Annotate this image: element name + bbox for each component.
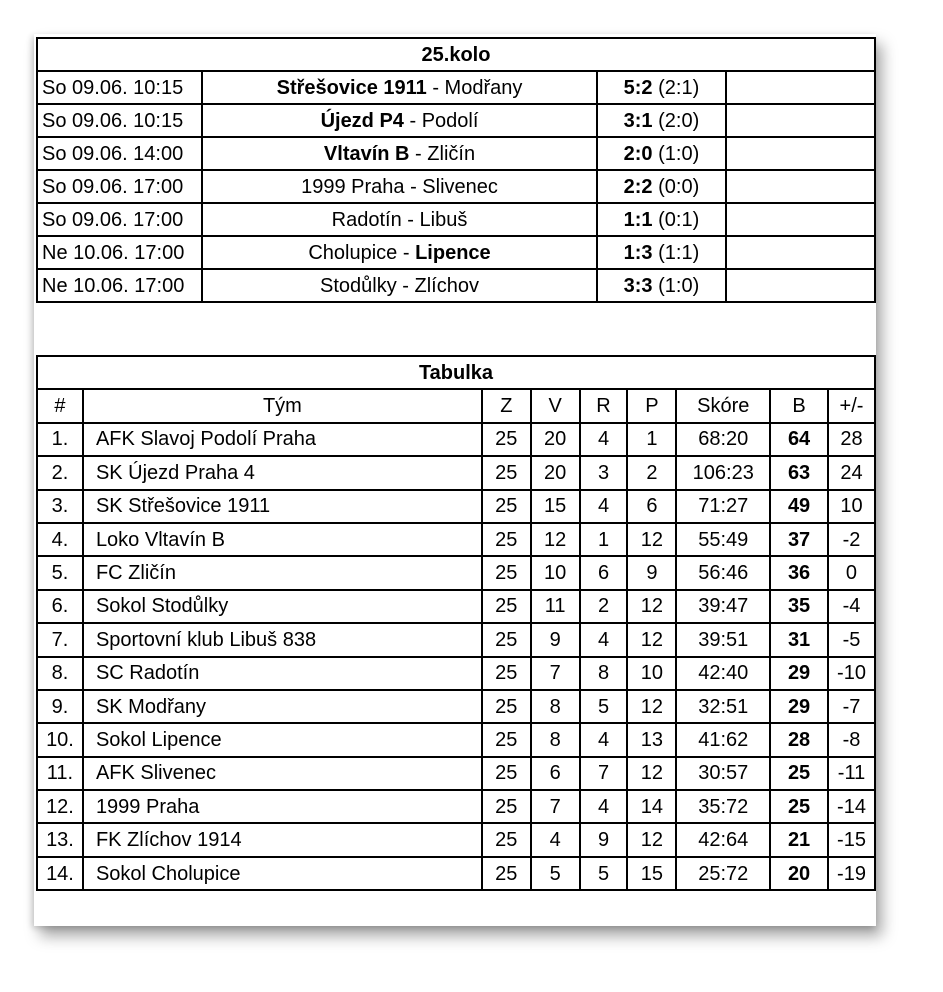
draws: 4 bbox=[580, 790, 628, 823]
goal-difference: -2 bbox=[828, 523, 875, 556]
rank: 10. bbox=[37, 723, 83, 756]
losses: 10 bbox=[627, 657, 676, 690]
away-team: Libuš bbox=[419, 208, 468, 231]
goal-score: 42:64 bbox=[676, 823, 770, 856]
goal-score: 106:23 bbox=[676, 456, 770, 489]
rank: 13. bbox=[37, 823, 83, 856]
table-row bbox=[37, 690, 875, 723]
rank: 1. bbox=[37, 423, 83, 456]
table-row bbox=[37, 556, 875, 589]
losses: 14 bbox=[627, 790, 676, 823]
table-row bbox=[37, 857, 875, 890]
match-score-cell bbox=[597, 203, 726, 236]
match-extra-cell bbox=[726, 137, 875, 170]
points: 37 bbox=[770, 523, 828, 556]
points: 29 bbox=[770, 690, 828, 723]
match-score-cell bbox=[597, 170, 726, 203]
played: 25 bbox=[482, 590, 531, 623]
halftime-score: (0:1) bbox=[658, 208, 700, 231]
played: 25 bbox=[482, 456, 531, 489]
rank: 6. bbox=[37, 590, 83, 623]
team-name: SK Střešovice 1911 bbox=[83, 490, 482, 523]
losses: 12 bbox=[627, 690, 676, 723]
goal-difference: 24 bbox=[828, 456, 875, 489]
table-row bbox=[37, 423, 875, 456]
played: 25 bbox=[482, 790, 531, 823]
wins: 7 bbox=[531, 790, 580, 823]
table-row bbox=[37, 790, 875, 823]
table-row bbox=[37, 490, 875, 523]
round-title-row bbox=[37, 38, 875, 71]
goal-score: 25:72 bbox=[676, 857, 770, 890]
match-row bbox=[37, 137, 875, 170]
match-date: So 09.06. 17:00 bbox=[37, 203, 202, 236]
points: 28 bbox=[770, 723, 828, 756]
wins: 6 bbox=[531, 757, 580, 790]
match-score-cell bbox=[597, 71, 726, 104]
played: 25 bbox=[482, 690, 531, 723]
rank: 4. bbox=[37, 523, 83, 556]
draws: 4 bbox=[580, 623, 628, 656]
points: 29 bbox=[770, 657, 828, 690]
away-team: Modřany bbox=[444, 76, 523, 99]
home-team: 1999 Praha bbox=[301, 175, 405, 198]
match-teams bbox=[202, 71, 597, 104]
home-team: Vltavín B bbox=[323, 142, 410, 165]
losses: 9 bbox=[627, 556, 676, 589]
draws: 4 bbox=[580, 423, 628, 456]
goal-difference: -19 bbox=[828, 857, 875, 890]
team-separator: - bbox=[401, 208, 420, 231]
draws: 5 bbox=[580, 690, 628, 723]
rank: 7. bbox=[37, 623, 83, 656]
played: 25 bbox=[482, 723, 531, 756]
team-name: SK Modřany bbox=[83, 690, 482, 723]
team-separator: - bbox=[409, 142, 428, 165]
team-separator: - bbox=[396, 274, 415, 297]
draws: 3 bbox=[580, 456, 628, 489]
match-row bbox=[37, 104, 875, 137]
column-header: # bbox=[37, 389, 83, 422]
match-row bbox=[37, 170, 875, 203]
round-results-table bbox=[36, 37, 876, 303]
table-row bbox=[37, 723, 875, 756]
rank: 2. bbox=[37, 456, 83, 489]
match-row bbox=[37, 71, 875, 104]
wins: 5 bbox=[531, 857, 580, 890]
rank: 14. bbox=[37, 857, 83, 890]
final-score: 1:3 bbox=[623, 241, 653, 264]
home-team: Cholupice bbox=[308, 241, 398, 264]
match-extra-cell bbox=[726, 236, 875, 269]
match-extra-cell bbox=[726, 104, 875, 137]
team-name: FC Zličín bbox=[83, 556, 482, 589]
wins: 7 bbox=[531, 657, 580, 690]
losses: 12 bbox=[627, 623, 676, 656]
draws: 4 bbox=[580, 723, 628, 756]
match-date: So 09.06. 10:15 bbox=[37, 104, 202, 137]
points: 64 bbox=[770, 423, 828, 456]
rank: 5. bbox=[37, 556, 83, 589]
table-row bbox=[37, 823, 875, 856]
home-team: Stodůlky bbox=[320, 274, 397, 297]
match-score-cell bbox=[597, 236, 726, 269]
draws: 4 bbox=[580, 490, 628, 523]
wins: 20 bbox=[531, 423, 580, 456]
match-extra-cell bbox=[726, 170, 875, 203]
column-header: Z bbox=[482, 389, 531, 422]
losses: 2 bbox=[627, 456, 676, 489]
played: 25 bbox=[482, 490, 531, 523]
goal-score: 42:40 bbox=[676, 657, 770, 690]
draws: 5 bbox=[580, 857, 628, 890]
goal-difference: -5 bbox=[828, 623, 875, 656]
column-header: P bbox=[627, 389, 676, 422]
team-name: Sokol Stodůlky bbox=[83, 590, 482, 623]
played: 25 bbox=[482, 657, 531, 690]
rank: 11. bbox=[37, 757, 83, 790]
home-team: Střešovice 1911 bbox=[276, 76, 427, 99]
match-extra-cell bbox=[726, 71, 875, 104]
halftime-score: (1:0) bbox=[658, 142, 700, 165]
column-header: +/- bbox=[828, 389, 875, 422]
team-name: 1999 Praha bbox=[83, 790, 482, 823]
match-date: So 09.06. 17:00 bbox=[37, 170, 202, 203]
table-row bbox=[37, 757, 875, 790]
draws: 8 bbox=[580, 657, 628, 690]
wins: 12 bbox=[531, 523, 580, 556]
halftime-score: (2:0) bbox=[658, 109, 700, 132]
match-date: So 09.06. 10:15 bbox=[37, 71, 202, 104]
match-row bbox=[37, 203, 875, 236]
away-team: Slivenec bbox=[422, 175, 498, 198]
table-row bbox=[37, 456, 875, 489]
final-score: 2:0 bbox=[623, 142, 653, 165]
halftime-score: (0:0) bbox=[658, 175, 700, 198]
away-team: Lipence bbox=[415, 241, 491, 264]
away-team: Zličín bbox=[427, 142, 476, 165]
final-score: 5:2 bbox=[623, 76, 653, 99]
standings-table bbox=[36, 355, 876, 891]
match-score-cell bbox=[597, 269, 726, 302]
wins: 4 bbox=[531, 823, 580, 856]
wins: 8 bbox=[531, 723, 580, 756]
points: 25 bbox=[770, 757, 828, 790]
match-date: So 09.06. 14:00 bbox=[37, 137, 202, 170]
draws: 6 bbox=[580, 556, 628, 589]
points: 35 bbox=[770, 590, 828, 623]
goal-score: 55:49 bbox=[676, 523, 770, 556]
draws: 2 bbox=[580, 590, 628, 623]
home-team: Radotín bbox=[331, 208, 402, 231]
away-team: Podolí bbox=[421, 109, 479, 132]
points: 63 bbox=[770, 456, 828, 489]
losses: 13 bbox=[627, 723, 676, 756]
halftime-score: (2:1) bbox=[658, 76, 700, 99]
points: 20 bbox=[770, 857, 828, 890]
match-score-cell bbox=[597, 104, 726, 137]
losses: 12 bbox=[627, 523, 676, 556]
played: 25 bbox=[482, 523, 531, 556]
goal-score: 56:46 bbox=[676, 556, 770, 589]
losses: 1 bbox=[627, 423, 676, 456]
wins: 11 bbox=[531, 590, 580, 623]
team-name: FK Zlíchov 1914 bbox=[83, 823, 482, 856]
goal-score: 39:47 bbox=[676, 590, 770, 623]
standings-title-row bbox=[37, 356, 875, 389]
goal-difference: -10 bbox=[828, 657, 875, 690]
played: 25 bbox=[482, 823, 531, 856]
goal-difference: 10 bbox=[828, 490, 875, 523]
team-separator: - bbox=[426, 76, 445, 99]
draws: 1 bbox=[580, 523, 628, 556]
column-header: Tým bbox=[83, 389, 482, 422]
wins: 20 bbox=[531, 456, 580, 489]
final-score: 3:3 bbox=[623, 274, 653, 297]
losses: 12 bbox=[627, 823, 676, 856]
match-row bbox=[37, 269, 875, 302]
rank: 9. bbox=[37, 690, 83, 723]
goal-score: 68:20 bbox=[676, 423, 770, 456]
wins: 15 bbox=[531, 490, 580, 523]
table-row bbox=[37, 523, 875, 556]
goal-score: 35:72 bbox=[676, 790, 770, 823]
goal-difference: 28 bbox=[828, 423, 875, 456]
points: 49 bbox=[770, 490, 828, 523]
goal-score: 30:57 bbox=[676, 757, 770, 790]
column-header: B bbox=[770, 389, 828, 422]
match-teams bbox=[202, 137, 597, 170]
draws: 9 bbox=[580, 823, 628, 856]
team-separator: - bbox=[404, 175, 423, 198]
losses: 15 bbox=[627, 857, 676, 890]
wins: 8 bbox=[531, 690, 580, 723]
match-date: Ne 10.06. 17:00 bbox=[37, 269, 202, 302]
rank: 3. bbox=[37, 490, 83, 523]
played: 25 bbox=[482, 556, 531, 589]
losses: 12 bbox=[627, 590, 676, 623]
goal-difference: -11 bbox=[828, 757, 875, 790]
team-name: SK Újezd Praha 4 bbox=[83, 456, 482, 489]
match-teams bbox=[202, 269, 597, 302]
goal-score: 41:62 bbox=[676, 723, 770, 756]
team-name: Loko Vltavín B bbox=[83, 523, 482, 556]
table-row bbox=[37, 623, 875, 656]
wins: 10 bbox=[531, 556, 580, 589]
match-extra-cell bbox=[726, 203, 875, 236]
points: 31 bbox=[770, 623, 828, 656]
column-header: Skóre bbox=[676, 389, 770, 422]
halftime-score: (1:1) bbox=[658, 241, 700, 264]
goal-difference: -7 bbox=[828, 690, 875, 723]
goal-score: 71:27 bbox=[676, 490, 770, 523]
column-header: R bbox=[580, 389, 628, 422]
points: 21 bbox=[770, 823, 828, 856]
team-name: AFK Slivenec bbox=[83, 757, 482, 790]
draws: 7 bbox=[580, 757, 628, 790]
team-name: Sokol Lipence bbox=[83, 723, 482, 756]
goal-score: 32:51 bbox=[676, 690, 770, 723]
goal-difference: -14 bbox=[828, 790, 875, 823]
table-row bbox=[37, 657, 875, 690]
losses: 12 bbox=[627, 757, 676, 790]
final-score: 3:1 bbox=[623, 109, 653, 132]
match-teams bbox=[202, 104, 597, 137]
table-row bbox=[37, 590, 875, 623]
rank: 12. bbox=[37, 790, 83, 823]
points: 25 bbox=[770, 790, 828, 823]
team-separator: - bbox=[397, 241, 416, 264]
team-name: Sokol Cholupice bbox=[83, 857, 482, 890]
losses: 6 bbox=[627, 490, 676, 523]
column-header: V bbox=[531, 389, 580, 422]
standings-title: Tabulka bbox=[37, 356, 875, 389]
played: 25 bbox=[482, 857, 531, 890]
team-name: SC Radotín bbox=[83, 657, 482, 690]
played: 25 bbox=[482, 623, 531, 656]
match-date: Ne 10.06. 17:00 bbox=[37, 236, 202, 269]
home-team: Újezd P4 bbox=[320, 109, 404, 132]
goal-difference: -4 bbox=[828, 590, 875, 623]
team-separator: - bbox=[403, 109, 422, 132]
played: 25 bbox=[482, 423, 531, 456]
match-row bbox=[37, 236, 875, 269]
rank: 8. bbox=[37, 657, 83, 690]
away-team: Zlíchov bbox=[414, 274, 479, 297]
halftime-score: (1:0) bbox=[658, 274, 700, 297]
match-extra-cell bbox=[726, 269, 875, 302]
goal-difference: 0 bbox=[828, 556, 875, 589]
match-score-cell bbox=[597, 137, 726, 170]
played: 25 bbox=[482, 757, 531, 790]
goal-difference: -8 bbox=[828, 723, 875, 756]
team-name: AFK Slavoj Podolí Praha bbox=[83, 423, 482, 456]
final-score: 1:1 bbox=[623, 208, 653, 231]
match-teams bbox=[202, 203, 597, 236]
goal-score: 39:51 bbox=[676, 623, 770, 656]
match-teams bbox=[202, 170, 597, 203]
points: 36 bbox=[770, 556, 828, 589]
standings-header-row bbox=[37, 389, 875, 422]
team-name: Sportovní klub Libuš 838 bbox=[83, 623, 482, 656]
goal-difference: -15 bbox=[828, 823, 875, 856]
wins: 9 bbox=[531, 623, 580, 656]
final-score: 2:2 bbox=[623, 175, 653, 198]
match-teams bbox=[202, 236, 597, 269]
round-title: 25.kolo bbox=[37, 38, 875, 71]
